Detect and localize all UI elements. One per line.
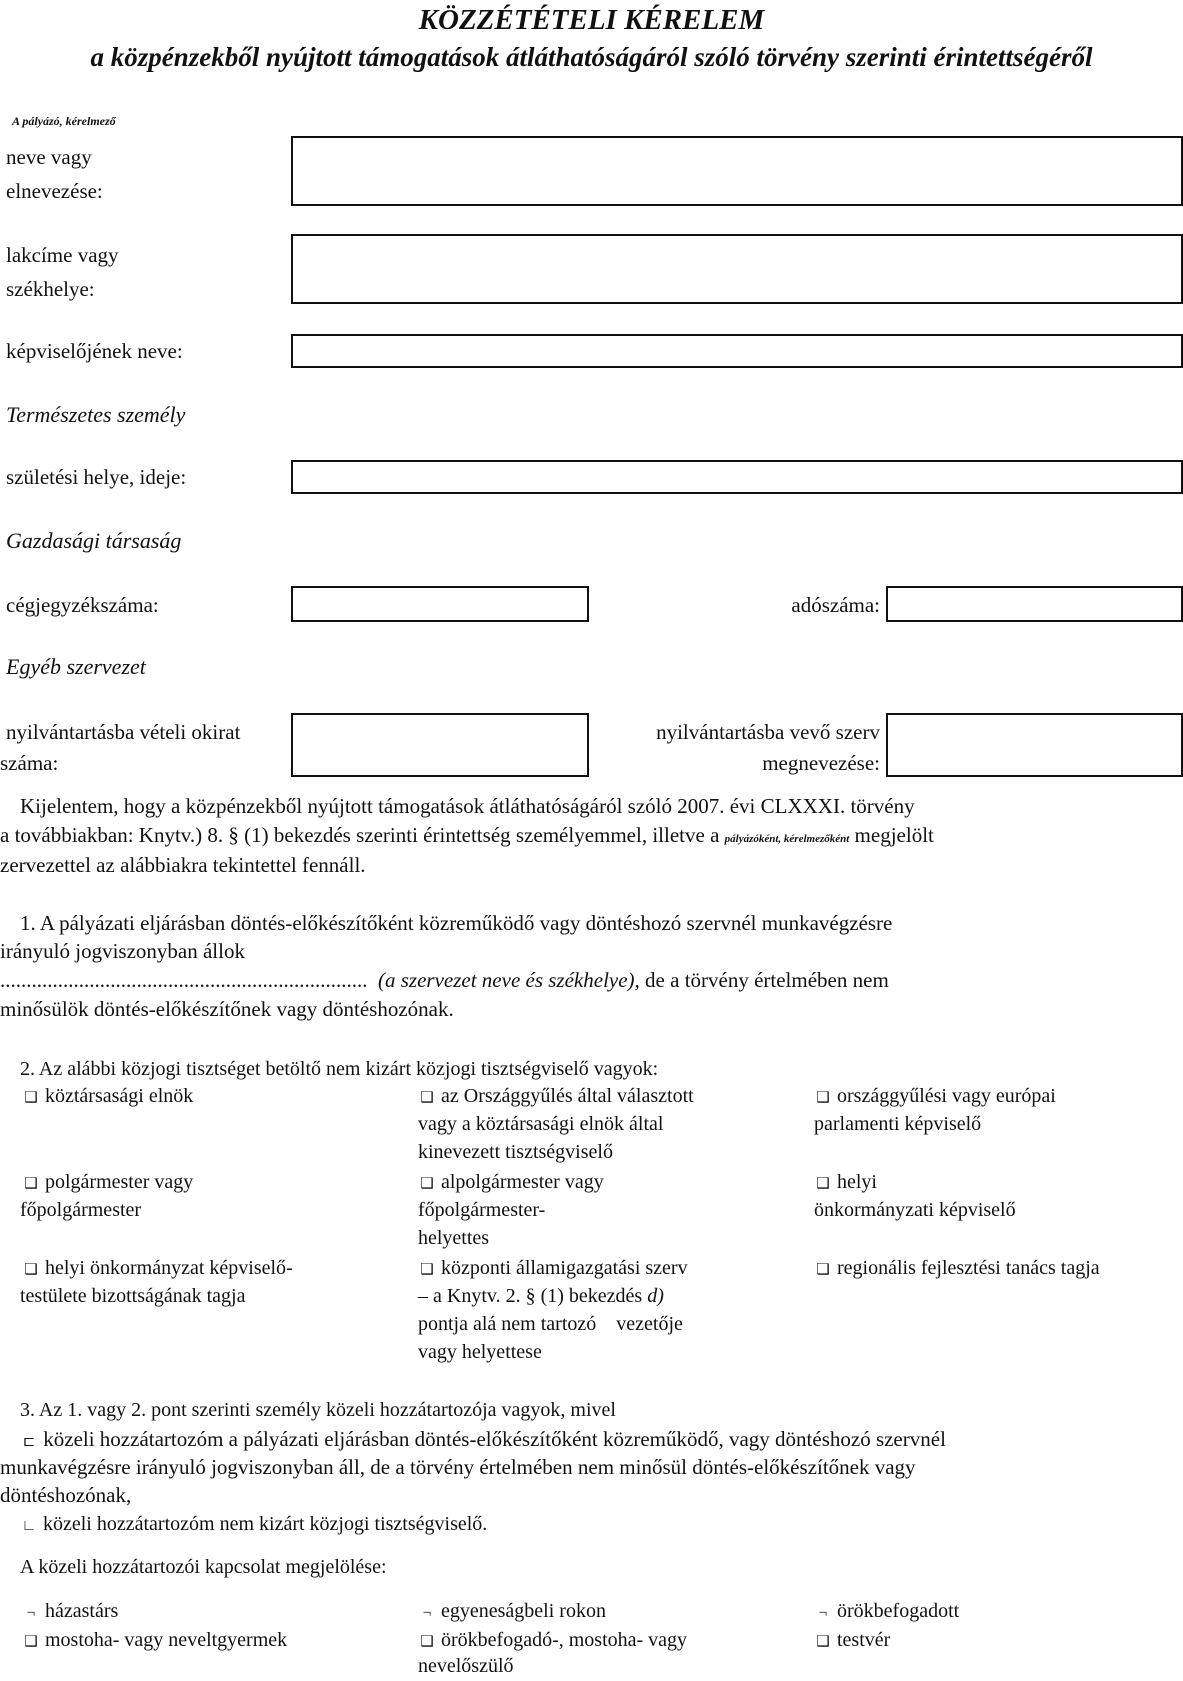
checkbox-icon: ¬ bbox=[422, 1605, 432, 1621]
other-org-heading: Egyéb szervezet bbox=[6, 654, 146, 679]
checkbox-mayor[interactable]: ❑ polgármester vagy bbox=[22, 1168, 193, 1198]
central-administration-text-2: – a Knytv. 2. § (1) bekezdés d) bbox=[418, 1285, 664, 1307]
checkbox-icon: ⊏ bbox=[22, 1434, 36, 1450]
representative-field[interactable] bbox=[291, 334, 1183, 368]
checkbox-local-representative[interactable]: ❑ helyi bbox=[814, 1168, 877, 1198]
checkbox-deputy-mayor[interactable]: ❑ alpolgármester vagy bbox=[418, 1168, 604, 1198]
applicant-caption: A pályázó, kérelmező bbox=[12, 114, 116, 128]
checkbox-icon: ❑ bbox=[816, 1262, 830, 1278]
relative-employee-text-3: döntéshozónak, bbox=[0, 1483, 132, 1507]
company-reg-field[interactable] bbox=[291, 586, 589, 622]
checkbox-stepchild[interactable]: ❑ mostoha- vagy neveltgyermek bbox=[22, 1626, 287, 1656]
central-administration-text-4: vagy helyettese bbox=[418, 1341, 542, 1363]
declaration-line-1: Kijelentem, hogy a közpénzekből nyújtott támogatások átláthatóságáról szóló 2007. évi CLXXXI. törvény bbox=[20, 794, 915, 818]
checkbox-regional-council[interactable]: ❑ regionális fejlesztési tanács tagja bbox=[814, 1254, 1100, 1284]
tax-label: adószáma: bbox=[791, 593, 880, 617]
name-field[interactable] bbox=[291, 136, 1183, 206]
registrar-label-2: megnevezése: bbox=[762, 751, 880, 775]
point3-intro: 3. Az 1. vagy 2. pont szerinti személy közeli hozzátartozója vagyok, mivel bbox=[20, 1399, 616, 1421]
checkbox-icon: ❑ bbox=[24, 1262, 38, 1278]
checkbox-relative-employee[interactable]: ⊏ közeli hozzátartozóm a pályázati eljárásban döntés-előkészítőként közreműködő, vagy döntéshozó szervnél bbox=[20, 1425, 1114, 1456]
company-reg-label: cégjegyzékszáma: bbox=[6, 593, 159, 617]
point1-line-3: ...................................................................... (a szervezet neve és székhelye), de a törvény értelmében nem bbox=[0, 968, 889, 992]
point1-line-2: irányuló jogviszonyban állok bbox=[0, 939, 245, 963]
address-label-2: székhelye: bbox=[6, 277, 95, 301]
committee-member-text-2: testülete bizottságának tagja bbox=[20, 1285, 246, 1307]
point1-line-4: minősülök döntés-előkészítőnek vagy döntéshozónak. bbox=[0, 997, 454, 1021]
checkbox-icon: ¬ bbox=[818, 1605, 828, 1621]
doc-number-label-2: száma: bbox=[0, 751, 59, 775]
appointed-official-text-2: vagy a köztársasági elnök által bbox=[418, 1113, 664, 1135]
form-title: KÖZZÉTÉTELI KÉRELEM bbox=[418, 4, 765, 36]
checkbox-appointed-official[interactable]: ❑ az Országgyűlés által választott bbox=[418, 1082, 694, 1112]
checkbox-committee-member[interactable]: ❑ helyi önkormányzat képviselő- bbox=[22, 1254, 293, 1284]
doc-number-field[interactable] bbox=[291, 713, 589, 777]
representative-label: képviselőjének neve: bbox=[6, 339, 183, 363]
registrar-field[interactable] bbox=[886, 713, 1183, 777]
birth-label: születési helye, ideje: bbox=[6, 465, 187, 489]
adoptive-parent-text-2: nevelőszülő bbox=[418, 1655, 514, 1677]
address-label-1: lakcíme vagy bbox=[6, 243, 119, 267]
deputy-mayor-text-2: főpolgármester- bbox=[418, 1199, 546, 1221]
natural-person-heading: Természetes személy bbox=[6, 402, 186, 427]
name-label-1: neve vagy bbox=[6, 145, 92, 169]
mayor-text-2: főpolgármester bbox=[20, 1199, 142, 1221]
point1-line-1: 1. A pályázati eljárásban döntés-előkészítőként közreműködő vagy döntéshozó szervnél munkavégzésre bbox=[20, 911, 893, 935]
checkbox-icon: ❑ bbox=[24, 1176, 38, 1192]
checkbox-adopted[interactable]: ¬ örökbefogadott bbox=[814, 1597, 959, 1627]
checkbox-direct-relative[interactable]: ¬ egyeneságbeli rokon bbox=[418, 1597, 606, 1627]
checkbox-adoptive-parent[interactable]: ❑ örökbefogadó-, mostoha- vagy bbox=[418, 1626, 687, 1656]
appointed-official-text-3: kinevezett tisztségviselő bbox=[418, 1141, 613, 1163]
checkbox-icon: ❑ bbox=[24, 1090, 38, 1106]
address-field[interactable] bbox=[291, 234, 1183, 304]
relation-heading: A közeli hozzátartozói kapcsolat megjelölése: bbox=[20, 1556, 387, 1578]
checkbox-relative-official[interactable]: ∟ közeli hozzátartozóm nem kizárt közjogi tisztségviselő. bbox=[20, 1510, 487, 1540]
checkbox-spouse[interactable]: ¬ házastárs bbox=[22, 1597, 118, 1627]
central-administration-text-3: pontja alá nem tartozó vezetője bbox=[418, 1313, 683, 1335]
checkbox-icon: ❑ bbox=[816, 1634, 830, 1650]
checkbox-sibling[interactable]: ❑ testvér bbox=[814, 1626, 890, 1656]
form-subtitle: a közpénzekből nyújtott támogatások átláthatóságáról szóló törvény szerinti érintettségéről bbox=[90, 42, 1093, 72]
doc-number-label-1: nyilvántartásba vételi okirat bbox=[6, 720, 241, 744]
tax-field[interactable] bbox=[886, 586, 1183, 622]
mp-text-2: parlamenti képviselő bbox=[814, 1113, 982, 1135]
checkbox-icon: ❑ bbox=[816, 1176, 830, 1192]
checkbox-icon: ❑ bbox=[420, 1634, 434, 1650]
deputy-mayor-text-3: helyettes bbox=[418, 1227, 490, 1249]
name-label-2: elnevezése: bbox=[6, 179, 103, 203]
birth-field[interactable] bbox=[291, 460, 1183, 494]
declaration-line-3: zervezettel az alábbiakra tekintettel fennáll. bbox=[0, 853, 366, 877]
checkbox-central-administration-head[interactable]: ❑ központi államigazgatási szerv bbox=[418, 1254, 688, 1284]
checkbox-icon: ∟ bbox=[21, 1518, 37, 1534]
declaration-line-2: a továbbiakban: Knytv.) 8. § (1) bekezdés szerinti érintettség személyemmel, illetve a pályázóként, kérelmezőként megjelölt bbox=[0, 823, 934, 847]
company-heading: Gazdasági társaság bbox=[6, 528, 182, 553]
checkbox-icon: ❑ bbox=[816, 1090, 830, 1106]
local-representative-text-2: önkormányzati képviselő bbox=[814, 1199, 1016, 1221]
registrar-label-1: nyilvántartásba vevő szerv bbox=[656, 720, 880, 744]
checkbox-president[interactable]: ❑ köztársasági elnök bbox=[22, 1082, 193, 1112]
checkbox-icon: ¬ bbox=[26, 1605, 36, 1621]
checkbox-icon: ❑ bbox=[24, 1634, 38, 1650]
checkbox-mp[interactable]: ❑ országgyűlési vagy európai bbox=[814, 1082, 1056, 1112]
checkbox-icon: ❑ bbox=[420, 1176, 434, 1192]
checkbox-icon: ❑ bbox=[420, 1090, 434, 1106]
point2-intro: 2. Az alábbi közjogi tisztséget betöltő nem kizárt közjogi tisztségviselő vagyok: bbox=[20, 1058, 659, 1080]
relative-employee-text-2: munkavégzésre irányuló jogviszonyban áll, de a törvény értelmében nem minősül döntés-előkészítőnek vagy bbox=[0, 1455, 916, 1479]
checkbox-icon: ❑ bbox=[420, 1262, 434, 1278]
